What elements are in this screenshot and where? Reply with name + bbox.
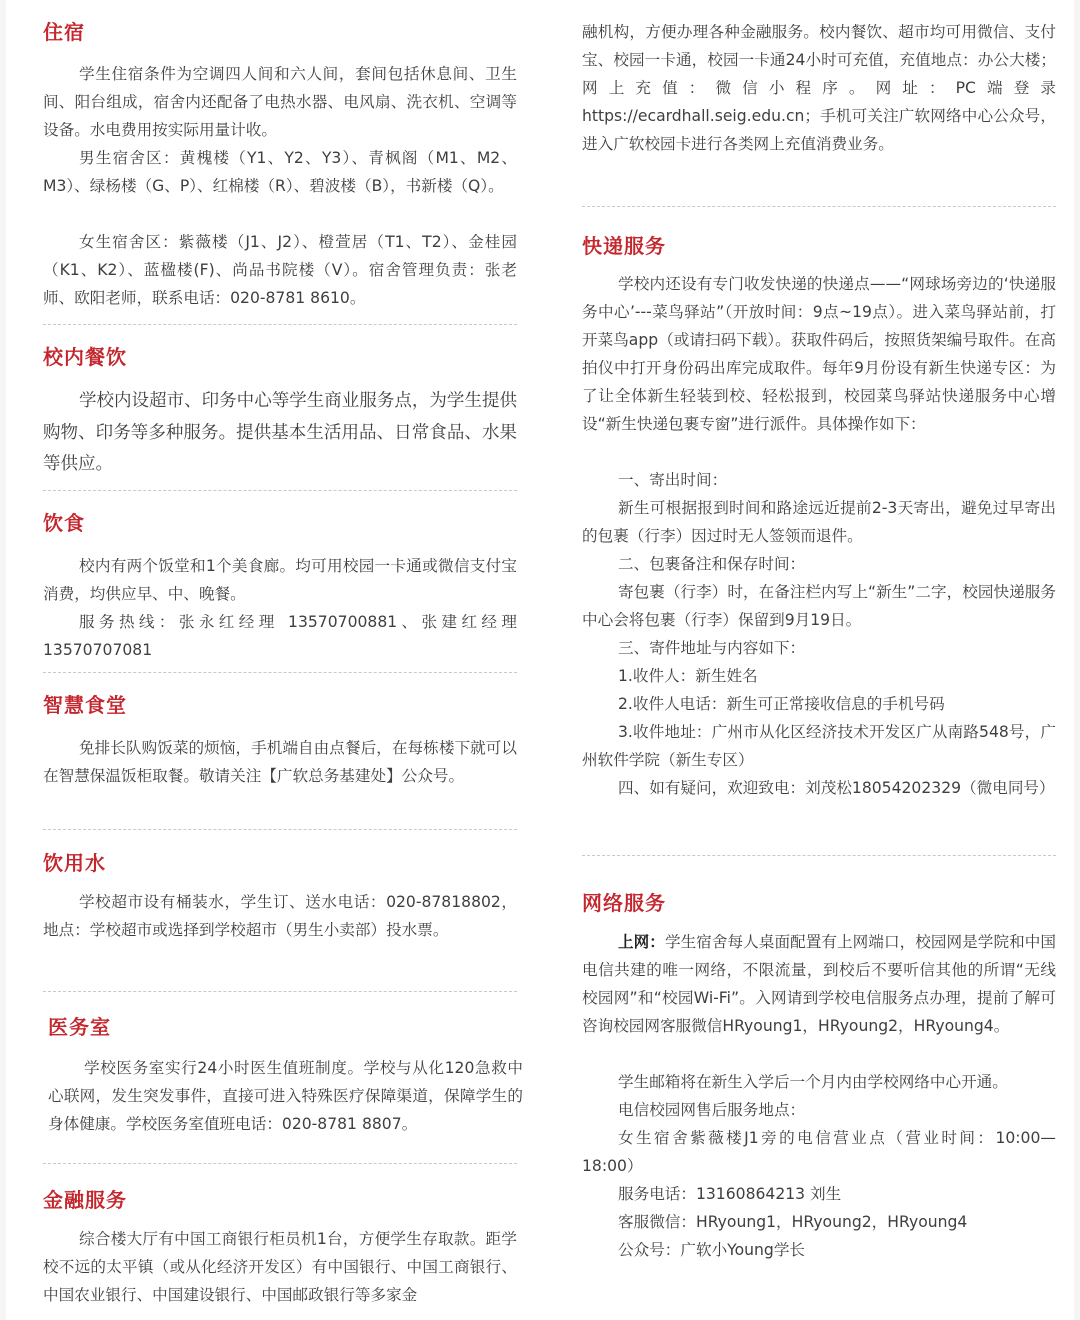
express-send-time-body: 新生可根据报到时间和路途远近提前2-3天寄出，避免过早寄出的包裹（行李）因过时无人签领而退件。 — [582, 499, 1056, 545]
accommodation-paragraph-3: 女生宿舍区：紫薇楼（J1、J2）、橙萱居（T1、T2）、金桂园（K1、K2）、蓝楹楼(F)、尚品书院楼（V）。宿舍管理负责：张老师、欧阳老师，联系电话：020-8781 8610。 — [43, 233, 517, 307]
right-column — [582, 0, 1056, 1320]
divider — [43, 490, 517, 491]
express-note-body: 寄包裹（行李）时，在备注栏内写上“新生”二字，校园快递服务中心会将包裹（行李）保留到9月19日。 — [582, 583, 1056, 629]
network-service-phone: 服务电话：13160864213 刘生 — [618, 1185, 842, 1203]
express-paragraph: 学校内还设有专门收发快递的快递点——“网球场旁边的‘快递服务中心’---菜鸟驿站”（开放时间：9点~19点）。进入菜鸟驿站前，打开菜鸟app（或请扫码下载）。获取件码后，按照货架编号取件。在高拍仪中打开身份码出库完成取件。每年9月份设有新生快递专区：为了让全体新生轻装到校、轻松报到，校园菜鸟驿站快递服务中心增设“新生快递包裹专窗”进行派件。具体操作如下： — [582, 275, 1056, 433]
food-hotline: 服务热线：张永红经理 13570700881、张建红经理13570707081 — [43, 613, 517, 659]
divider — [43, 991, 517, 992]
divider — [582, 206, 1056, 207]
left-column — [43, 0, 523, 1320]
network-label: 上网： — [618, 933, 665, 951]
divider — [582, 855, 1056, 856]
express-address-title: 三、寄件地址与内容如下： — [618, 639, 806, 657]
drinking-water-paragraph: 学校超市设有桶装水，学生订、送水电话：020-87818802，地点：学校超市或选择到学校超市（男生小卖部）投水票。 — [43, 893, 517, 939]
finance-paragraph: 综合楼大厅有中国工商银行柜员机1台，方便学生存取款。距学校不远的太平镇（或从化经济开发区）有中国银行、中国工商银行、中国农业银行、中国建设银行、中国邮政银行等多家金 — [43, 1230, 517, 1304]
campus-dining-paragraph: 学校内设超市、印务中心等学生商业服务点，为学生提供购物、印务等多种服务。提供基本生活用品、日常食品、水果等供应。 — [43, 391, 517, 474]
divider — [43, 1163, 517, 1164]
network-email: 学生邮箱将在新生入学后一个月内由学校网络中心开通。 — [618, 1073, 1008, 1091]
divider — [43, 324, 517, 325]
heading-food: 饮食 — [43, 511, 85, 535]
express-note-title: 二、包裹备注和保存时间： — [618, 555, 806, 573]
network-paragraph — [582, 928, 1056, 1040]
heading-drinking-water: 饮用水 — [43, 851, 106, 875]
network-service-location: 女生宿舍紫薇楼J1旁的电信营业点（营业时间：10:00—18:00） — [582, 1129, 1056, 1175]
heading-accommodation: 住宿 — [43, 20, 85, 44]
express-address: 3.收件地址：广州市从化区经济技术开发区广从南路548号，广州软件学院（新生专区） — [582, 723, 1056, 769]
heading-clinic: 医务室 — [48, 1015, 111, 1039]
heading-campus-dining: 校内餐饮 — [43, 345, 127, 369]
network-service-location-title: 电信校园网售后服务地点： — [618, 1101, 806, 1119]
heading-finance: 金融服务 — [43, 1188, 127, 1212]
heading-network: 网络服务 — [582, 891, 666, 915]
express-recipient: 1.收件人：新生姓名 — [618, 667, 758, 685]
express-send-time-title: 一、寄出时间： — [618, 471, 728, 489]
food-paragraph-1: 校内有两个饭堂和1个美食廊。均可用校园一卡通或微信支付宝消费，均供应早、中、晚餐。 — [43, 557, 517, 603]
network-official-account: 公众号：广软小Young学长 — [618, 1241, 806, 1259]
smart-canteen-paragraph: 免排长队购饭菜的烦恼，手机端自由点餐后，在每栋楼下就可以在智慧保温饭柜取餐。敬请关注【广软总务基建处】公众号。 — [43, 739, 517, 785]
page-edge-right — [1074, 0, 1080, 1320]
accommodation-paragraph-1: 学生住宿条件为空调四人间和六人间，套间包括休息间、卫生间、阳台组成，宿舍内还配备了电热水器、电风扇、洗衣机、空调等设备。水电费用按实际用量计收。 — [43, 65, 517, 139]
heading-smart-canteen: 智慧食堂 — [43, 693, 127, 717]
express-recipient-phone: 2.收件人电话：新生可正常接收信息的手机号码 — [618, 695, 945, 713]
heading-express: 快递服务 — [582, 234, 666, 258]
accommodation-paragraph-2: 男生宿舍区：黄槐楼（Y1、Y2、Y3）、青枫阁（M1、M2、M3）、绿杨楼（G、P）、红棉楼（R）、碧波楼（B），书新楼（Q）。 — [43, 149, 517, 195]
network-body: 学生宿舍每人桌面配置有上网端口，校园网是学院和中国电信共建的唯一网络，不限流量，到校后不要听信其他的所谓“无线校园网”和“校园Wi-Fi”。入网请到学校电信服务点办理，提前了解可咨询校园网客服微信HRyoung1，HRyoung2，HRyoung4。 — [582, 933, 1056, 1035]
finance-continued-paragraph: 融机构，方便办理各种金融服务。校内餐饮、超市均可用微信、支付宝、校园一卡通，校园一卡通24小时可充值，充值地点：办公大楼；网上充值：微信小程序。网址：PC端登录https://ecardhall.seig.edu.cn；手机可关注广软网络中心公众号，进入广软校园卡进行各类网上充值消费业务。 — [582, 23, 1056, 153]
express-contact: 四、如有疑问，欢迎致电：刘茂松18054202329（微电同号） — [618, 779, 1055, 797]
divider — [43, 672, 517, 673]
page-edge-left — [0, 0, 6, 1320]
clinic-paragraph: 学校医务室实行24小时医生值班制度。学校与从化120急救中心联网，发生突发事件，直接可进入特殊医疗保障渠道，保障学生的身体健康。学校医务室值班电话：020-8781 8807。 — [48, 1059, 523, 1133]
divider — [43, 829, 517, 830]
network-service-wechat: 客服微信：HRyoung1，HRyoung2，HRyoung4 — [618, 1213, 968, 1231]
